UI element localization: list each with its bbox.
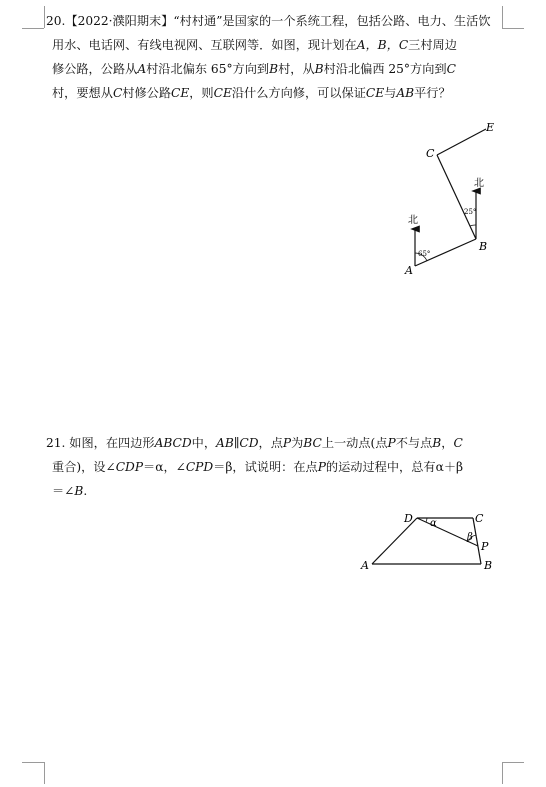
angle-arc-25: [470, 225, 476, 226]
problem-21-text: [46, 431, 504, 503]
point-label-A: A: [405, 264, 413, 277]
crop-mark-top-left-v: [44, 6, 45, 28]
problem-21-line-2: 重合)，设∠CDP＝α，∠CPD＝β，试说明：在点P的运动过程中，总有α＋β: [52, 460, 464, 474]
figure-20: [380, 115, 520, 285]
point-label-P: P: [481, 540, 489, 553]
crop-mark-top-left-h: [22, 28, 44, 29]
problem-20-line-4: 村，要想从C村修公路CE，则CE沿什么方向修，可以保证CE与AB平行？: [52, 86, 451, 100]
problem-number: 21.: [46, 436, 66, 450]
problem-21-line-1: 21. 如图，在四边形ABCD中，AB∥CD，点P为BC上一动点(点P不与点B，C: [46, 436, 463, 450]
point-label-D: D: [404, 512, 413, 525]
point-label-E: E: [486, 121, 495, 134]
point-label-C: C: [426, 147, 435, 160]
problem-20-line-3: 修公路，公路从A村沿北偏东 65°方向到B村，从B村沿北偏西 25°方向到C: [52, 62, 456, 76]
segment-CE: [437, 129, 486, 155]
crop-mark-bottom-right-v: [502, 762, 503, 784]
crop-mark-bottom-left-h: [22, 762, 44, 763]
north-label-A: 北: [408, 215, 418, 226]
point-label-B: B: [484, 559, 493, 572]
north-label-B: 北: [474, 178, 484, 189]
problem-21-line-3: ＝∠B.: [52, 484, 88, 498]
problem-20-line-1: 20.【2022·濮阳期末】“村村通”是国家的一个系统工程，包括公路、电力、生活饮: [46, 14, 491, 28]
crop-mark-bottom-left-v: [44, 762, 45, 784]
problem-20-text: [46, 9, 504, 105]
problem-source: 【2022·濮阳期末】: [65, 14, 174, 28]
angle-label-25: 25°: [464, 208, 477, 216]
point-label-A: A: [361, 559, 369, 572]
point-label-C: C: [475, 512, 484, 525]
segment-BC: [437, 155, 476, 239]
problem-20-line-2: 用水、电话网、有线电视网、互联网等．如图，现计划在A，B，C三村周边: [52, 38, 457, 52]
problem-number: 20.: [46, 14, 66, 28]
point-label-B: B: [479, 240, 488, 253]
angle-label-beta: β: [467, 532, 473, 543]
angle-label-alpha: α: [430, 518, 437, 529]
figure-21: [355, 505, 515, 580]
angle-label-65: 65°: [418, 250, 431, 258]
crop-mark-top-right-h: [502, 28, 524, 29]
crop-mark-bottom-right-h: [502, 762, 524, 763]
